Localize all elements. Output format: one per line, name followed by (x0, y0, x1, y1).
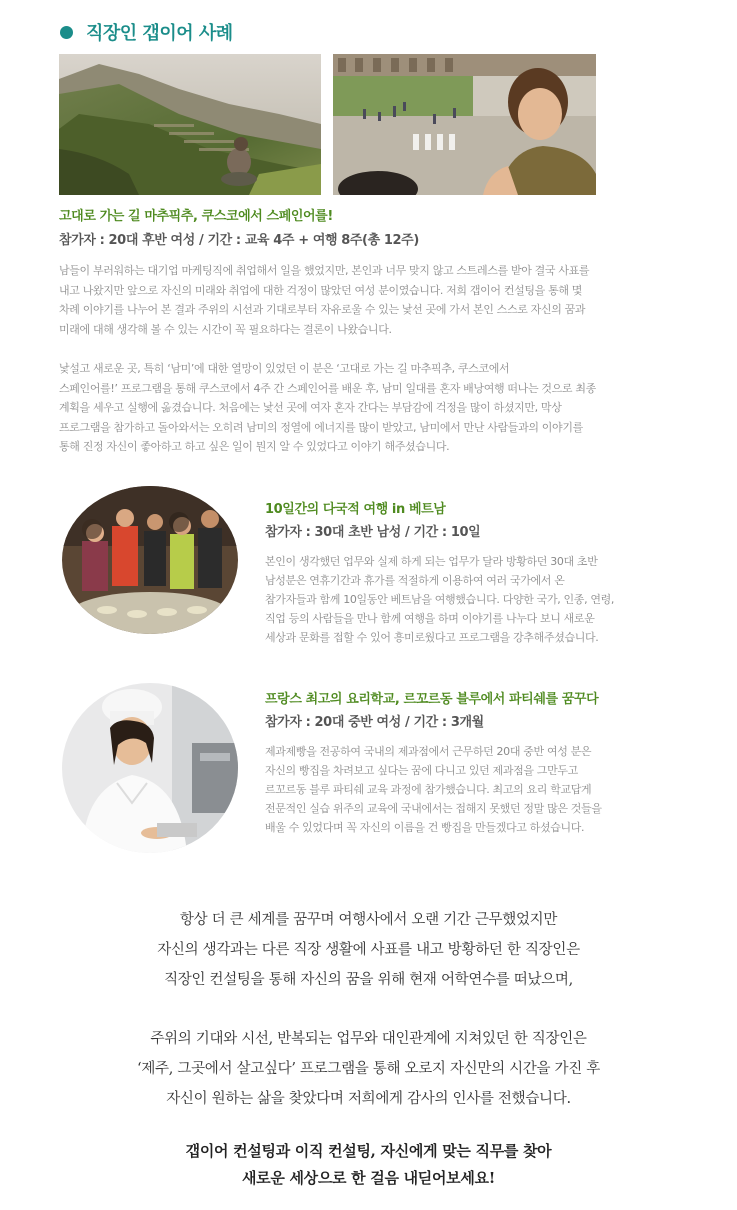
text-line: 낯설고 새로운 곳, 특히 ‘남미’에 대한 열망이 있었던 이 분은 ‘고대로 가는 길 마추픽추, 쿠스코에서 (59, 362, 510, 375)
case1-paragraph-1 (59, 261, 659, 339)
text-line: 남성분은 연휴기간과 휴가를 적절하게 이용하여 여러 국가에서 온 (265, 574, 565, 587)
case3-participant-info: 참가자 : 20대 중반 여성 / 기간 : 3개월 (265, 715, 484, 730)
case2-title: 10일간의 다국적 여행 in 베트남 (265, 502, 446, 517)
story-line: ‘제주, 그곳에서 살고싶다’ 프로그램을 통해 오로지 자신만의 시간을 가진 후 (137, 1061, 600, 1077)
case2-description (265, 552, 665, 647)
text-line: 자신의 빵집을 차려보고 싶다는 꿈에 다니고 있던 제과점을 그만두고 (265, 764, 578, 777)
section-title: 직장인 갭이어 사례 (86, 23, 233, 44)
case1-title: 고대로 가는 길 마추픽추, 쿠스코에서 스페인어를! (59, 209, 333, 224)
text-line: 참가자들과 함께 10일동안 베트남을 여행했습니다. 다양한 국가, 인종, 연령, (265, 593, 615, 606)
bullet-dot-icon (60, 26, 73, 39)
closing-line: 갭이어 컨설팅과 이직 컨설팅, 자신에게 맞는 직무를 찾아 (185, 1142, 552, 1160)
text-line: 미래에 대해 생각해 볼 수 있는 시간이 꼭 필요하다는 결론이 나왔습니다. (59, 322, 392, 336)
case3-description (265, 742, 665, 837)
story-paragraph-1 (0, 905, 737, 995)
story-line: 자신의 생각과는 다른 직장 생활에 사표를 내고 방황하던 한 직장인은 (157, 942, 580, 958)
case2-participant-info: 참가자 : 30대 초반 남성 / 기간 : 10일 (265, 525, 481, 540)
story-paragraph-2 (0, 1024, 737, 1114)
story-line: 항상 더 큰 세계를 꿈꾸며 여행사에서 오랜 기간 근무했었지만 (179, 912, 558, 928)
text-line: 내고 나왔지만 앞으로 자신의 미래와 취업에 대한 걱정이 많았던 여성 분이였습니다. 저희 갭이어 컨설팅을 통해 몇 (59, 283, 583, 297)
text-line: 세상과 문화를 접할 수 있어 흥미로웠다고 프로그램을 강추해주셨습니다. (265, 631, 599, 644)
vietnam-group-photo (62, 486, 238, 634)
story-line: 주위의 기대와 시선, 반복되는 업무와 대인관계에 지쳐있던 한 직장인은 (150, 1031, 587, 1047)
pastry-chef-photo (62, 683, 238, 853)
section-heading (60, 20, 233, 44)
text-line: 배울 수 있었다며 꼭 자신의 이름을 건 빵집을 만들겠다고 하셨습니다. (265, 821, 585, 834)
text-line: 제과제빵을 전공하여 국내의 제과점에서 근무하던 20대 중반 여성 분은 (265, 745, 592, 758)
text-line: 프로그램을 참가하고 돌아와서는 오히려 남미의 정열에 에너지를 많이 받았고, 남미에서 만난 사람들과의 이야기를 (59, 420, 583, 434)
text-line: 스페인어를!’ 프로그램을 통해 쿠스코에서 4주 간 스페인어를 배운 후, 남미 일대를 혼자 배낭여행 떠나는 것으로 최종 (59, 381, 596, 395)
machu-picchu-photo (59, 54, 321, 195)
story-line: 직장인 컨설팅을 통해 자신의 꿈을 위해 현재 어학연수를 떠났으며, (164, 972, 573, 988)
case3-title: 프랑스 최고의 요리학교, 르꼬르동 블루에서 파티쉐를 꿈꾸다 (265, 692, 599, 707)
text-line: 본인이 생각했던 업무와 실제 하게 되는 업무가 달라 방황하던 30대 초반 (265, 555, 598, 568)
text-line: 통해 진정 자신이 좋아하고 하고 싶은 일이 뭔지 알 수 있었다고 이야기 해주셨습니다. (59, 440, 450, 454)
closing-line: 새로운 세상으로 한 걸음 내딛어보세요! (241, 1169, 495, 1187)
text-line: 남들이 부러워하는 대기업 마케팅직에 취업해서 일을 했었지만, 본인과 너무 맞지 않고 스트레스를 받아 결국 사표를 (59, 264, 590, 277)
text-line: 르꼬르동 블루 파티쉐 교육 과정에 참가했습니다. 최고의 요리 학교답게 (265, 783, 592, 796)
text-line: 차례 이야기를 나누어 본 결과 주위의 시선과 기대로부터 자유로울 수 있는 낯선 곳에 가서 본인 스스로 자신의 꿈과 (59, 303, 586, 317)
closing-message (0, 1138, 737, 1192)
case1-paragraph-2 (59, 359, 659, 457)
text-line: 전문적인 실습 위주의 교육에 국내에서는 접해지 못했던 정말 많은 것들을 (265, 802, 602, 815)
text-line: 직업 등의 사람들을 만나 함께 여행을 하며 이야기를 나누다 보니 새로운 (265, 612, 595, 625)
cusco-plaza-photo (333, 54, 596, 195)
story-line: 자신이 원하는 삶을 찾았다며 저희에게 감사의 인사를 전했습니다. (166, 1091, 571, 1107)
case1-participant-info: 참가자 : 20대 후반 여성 / 기간 : 교육 4주 + 여행 8주(총 12주) (59, 233, 419, 248)
text-line: 계획을 세우고 실행에 옮겼습니다. 처음에는 낯선 곳에 여자 혼자 간다는 부담감에 걱정을 많이 하셨지만, 막상 (59, 401, 562, 415)
